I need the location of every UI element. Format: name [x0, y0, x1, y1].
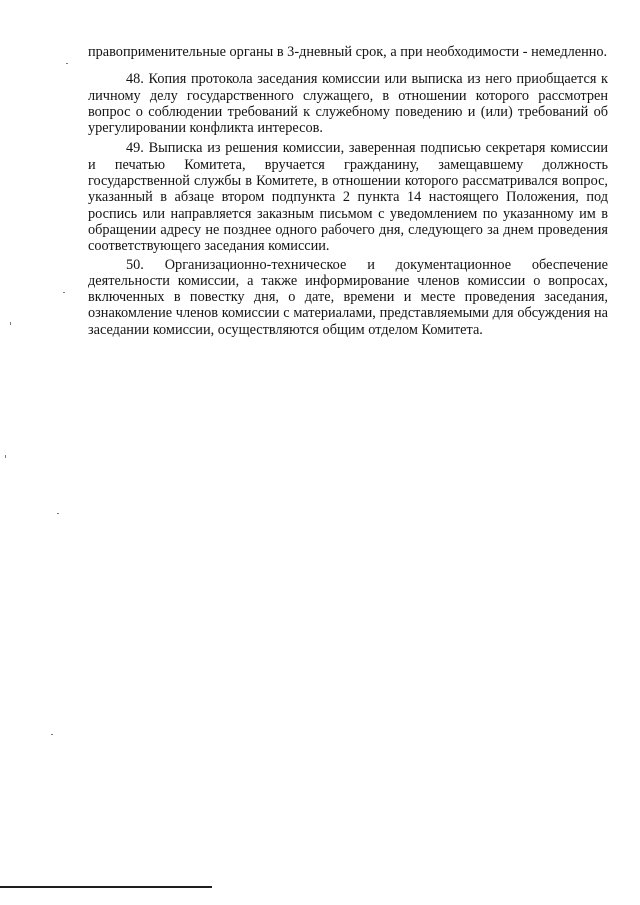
paragraph-50: 50. Организационно-техническое и документационное обеспечение деятельности комиссии, а также информирование членов комиссии о вопросах, включенных в повестку дня, о дате, времени и месте проведения заседания, ознакомление членов комиссии с материалами, представляемыми для обсуждения на заседании комиссии, осуществляются общим отделом Комитета. [88, 256, 608, 338]
scan-speck [57, 513, 59, 514]
scan-speck [5, 455, 6, 458]
scan-speck [10, 322, 11, 325]
scan-speck [66, 63, 68, 64]
paragraph-49: 49. Выписка из решения комиссии, заверенная подписью секретаря комиссии и печатью Комитета, вручается гражданину, замещавшему должность государственной службы в Комитете, в отношении которого рассматривался вопрос, указанный в абзаце втором подпункта 2 пункта 14 настоящего Положения, под роспись или направляется заказным письмом с уведомлением по указанному им в обращении адресу не позднее одного рабочего дня, следующего за днем проведения соответствующего заседания комиссии. [88, 140, 608, 255]
paragraph-continued: правоприменительные органы в 3-дневный срок, а при необходимости - немедленно. [88, 44, 608, 60]
paragraph-48: 48. Копия протокола заседания комиссии или выписка из него приобщается к личному делу государственного служащего, в отношении которого рассмотрен вопрос о соблюдении требований к служебному поведению и (или) требований об урегулировании конфликта интересов. [88, 71, 608, 137]
document-page [88, 44, 608, 338]
scan-speck [63, 292, 65, 293]
scan-speck [51, 734, 53, 735]
bottom-rule [0, 886, 212, 888]
